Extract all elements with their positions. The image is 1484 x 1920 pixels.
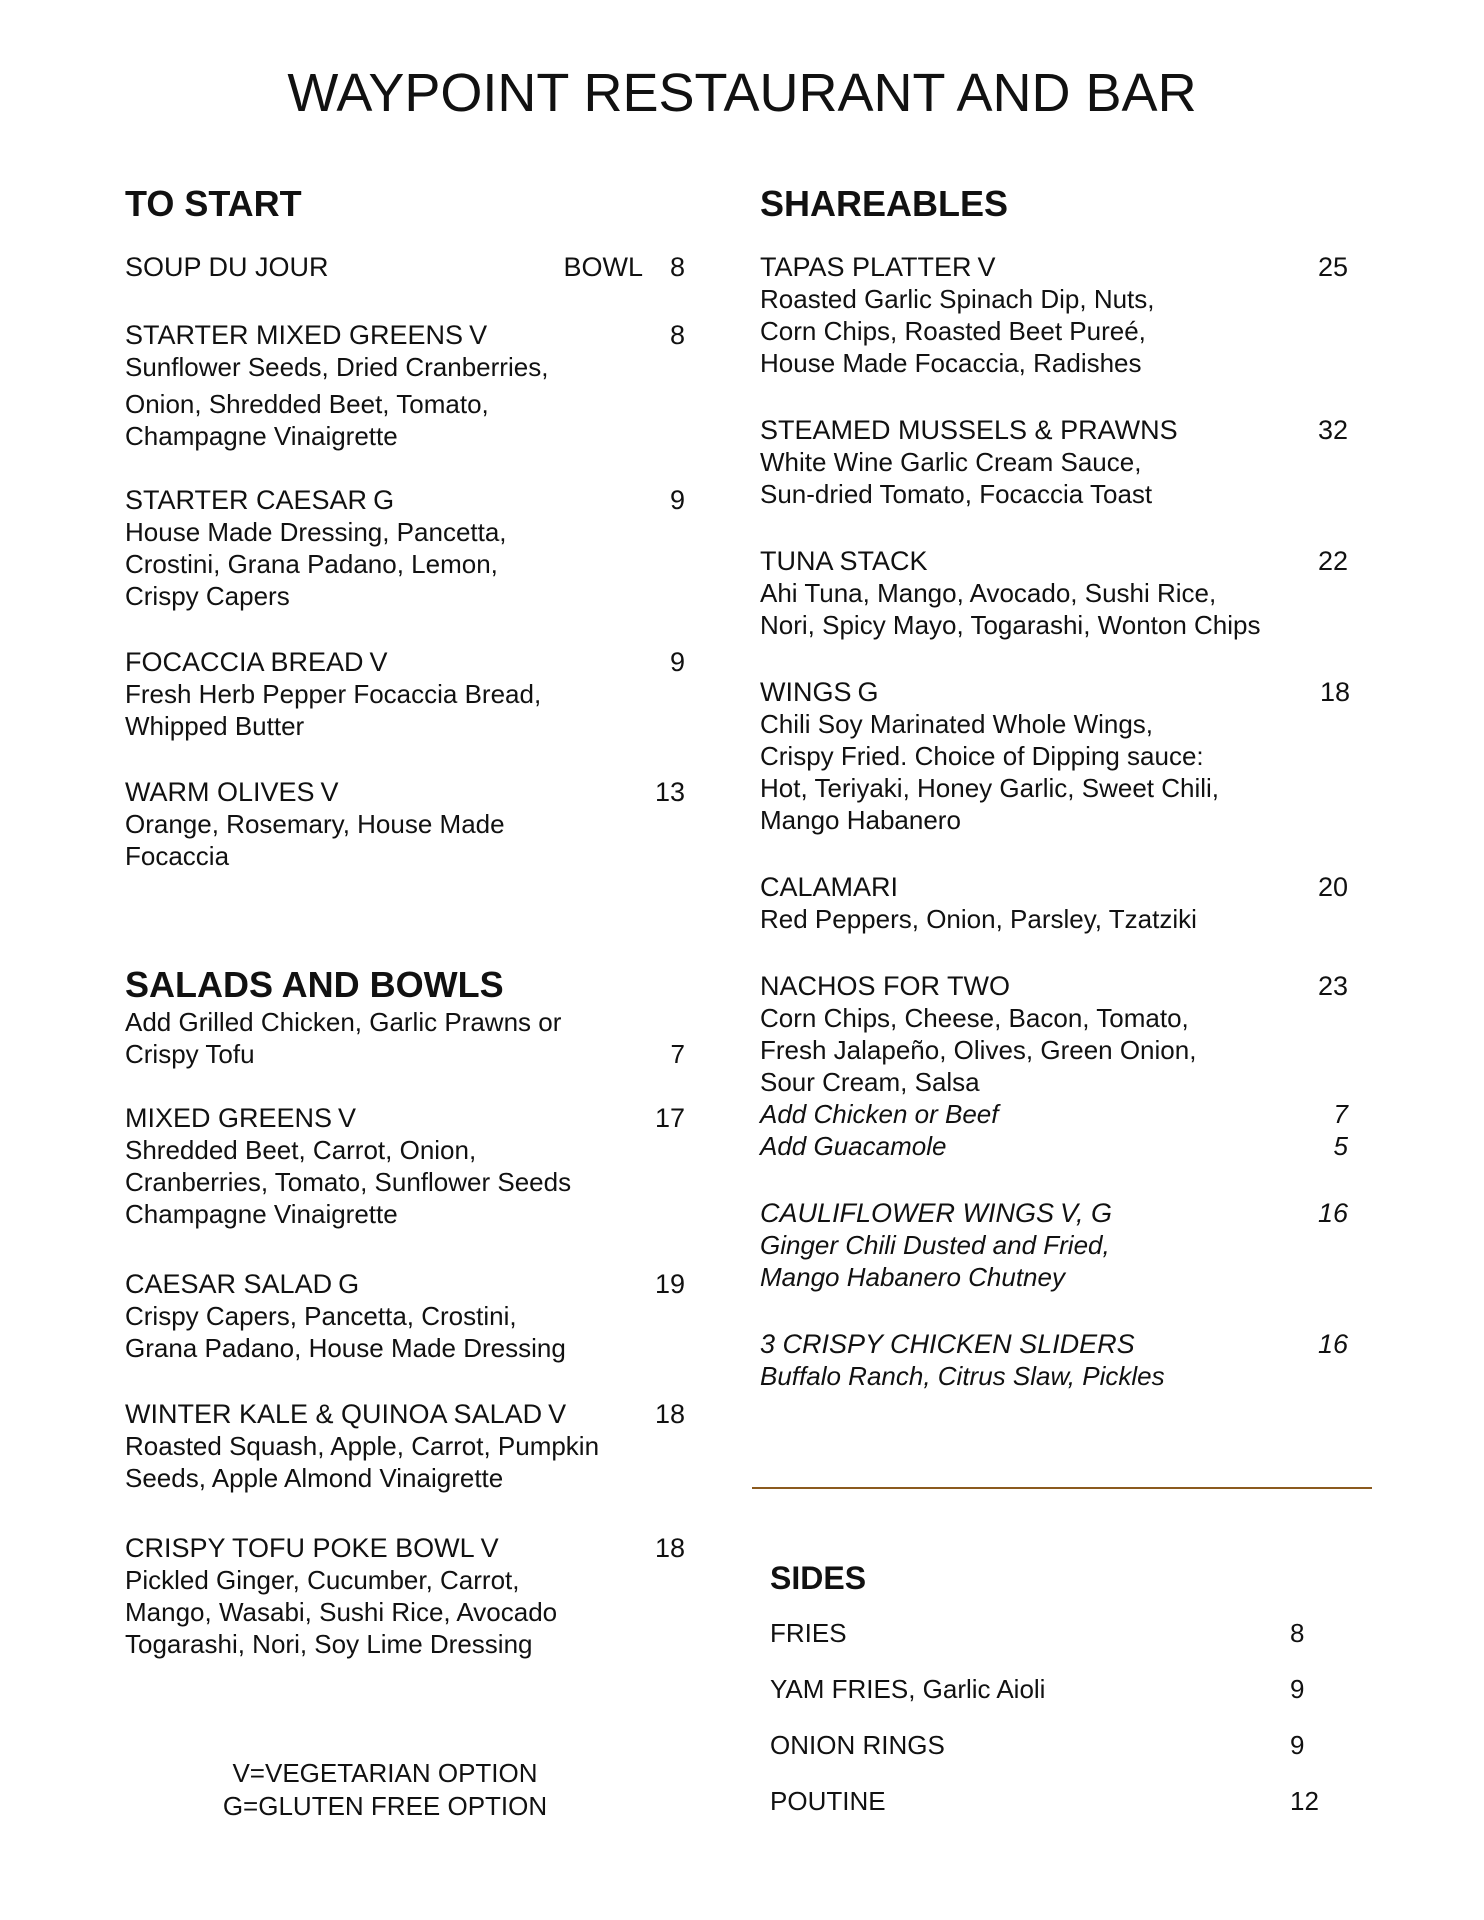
item-price: 32 xyxy=(1317,415,1348,445)
item-price: 17 xyxy=(654,1103,685,1133)
item-name: WINTER KALE & QUINOA SALAD xyxy=(125,1399,543,1429)
item-name: FOCACCIA BREAD xyxy=(125,647,364,677)
addon-label: Add Guacamole xyxy=(760,1131,947,1161)
item-price: 19 xyxy=(654,1269,685,1299)
item-desc: Roasted Squash, Apple, Carrot, Pumpkin xyxy=(125,1431,600,1461)
side-name: POUTINE xyxy=(770,1786,886,1816)
side-item xyxy=(770,1673,1310,1729)
menu-item xyxy=(125,646,685,678)
sides-heading: SIDES xyxy=(770,1560,867,1596)
salads-intro-line: Crispy Tofu xyxy=(125,1039,255,1069)
item-name: NACHOS FOR TWO xyxy=(760,971,1011,1001)
item-tag: V xyxy=(480,1533,499,1563)
legend-gluten-free: G=GLUTEN FREE OPTION xyxy=(222,1791,548,1821)
item-price: 18 xyxy=(654,1533,685,1563)
item-desc: Sunflower Seeds, Dried Cranberries, xyxy=(125,352,549,382)
item-desc: Crispy Capers, Pancetta, Crostini, xyxy=(125,1301,517,1331)
item-price: 18 xyxy=(1319,677,1350,707)
item-desc: Nori, Spicy Mayo, Togarashi, Wonton Chips xyxy=(760,610,1261,640)
item-name: STARTER MIXED GREENS xyxy=(125,320,464,350)
item-desc: Whipped Butter xyxy=(125,711,305,741)
item-desc: Champagne Vinaigrette xyxy=(125,1199,398,1229)
menu-title: WAYPOINT RESTAURANT AND BAR xyxy=(287,63,1197,123)
addon-row xyxy=(760,1098,1348,1130)
menu-item xyxy=(125,319,685,351)
salads-intro-price: 7 xyxy=(670,1039,685,1069)
item-name: STARTER CAESAR xyxy=(125,485,368,515)
addon-label: Add Chicken or Beef xyxy=(760,1099,999,1129)
item-desc: Fresh Herb Pepper Focaccia Bread, xyxy=(125,679,542,709)
section-divider xyxy=(752,1487,1372,1489)
item-price: 16 xyxy=(1317,1198,1348,1228)
item-name: WINGS xyxy=(760,677,852,707)
item-desc: Corn Chips, Roasted Beet Pureé, xyxy=(760,316,1146,346)
item-desc: Orange, Rosemary, House Made xyxy=(125,809,505,839)
item-price: 18 xyxy=(654,1399,685,1429)
item-name: CAULIFLOWER WINGS xyxy=(760,1198,1055,1228)
item-desc: Red Peppers, Onion, Parsley, Tzatziki xyxy=(760,904,1197,934)
item-tag: V xyxy=(977,252,996,282)
menu-item xyxy=(125,1398,685,1430)
item-tag: V xyxy=(469,320,488,350)
to-start-heading: TO START xyxy=(125,183,302,224)
side-price: 9 xyxy=(1290,1674,1305,1704)
side-price: 8 xyxy=(1290,1618,1305,1648)
item-tag: V, G xyxy=(1060,1198,1113,1228)
right-column xyxy=(760,183,1350,1392)
item-tag: V xyxy=(548,1399,567,1429)
menu-item xyxy=(125,1102,685,1134)
left-column xyxy=(125,183,685,1660)
side-item xyxy=(770,1617,1310,1673)
dietary-legend xyxy=(185,1757,585,1823)
item-tag: V xyxy=(320,777,339,807)
item-price: 22 xyxy=(1317,546,1348,576)
shareables-heading: SHAREABLES xyxy=(760,183,1009,224)
item-desc: Chili Soy Marinated Whole Wings, xyxy=(760,709,1154,739)
item-desc: Pickled Ginger, Cucumber, Carrot, xyxy=(125,1565,520,1595)
item-price: 9 xyxy=(669,647,685,677)
item-desc: Corn Chips, Cheese, Bacon, Tomato, xyxy=(760,1003,1189,1033)
item-desc: White Wine Garlic Cream Sauce, xyxy=(760,447,1142,477)
item-tag: V xyxy=(338,1103,357,1133)
item-desc: Focaccia xyxy=(125,841,230,871)
item-name: CALAMARI xyxy=(760,872,899,902)
menu-item xyxy=(125,1532,685,1564)
item-price: 8 xyxy=(669,320,685,350)
item-name: CAESAR SALAD xyxy=(125,1269,333,1299)
item-desc: Hot, Teriyaki, Honey Garlic, Sweet Chili, xyxy=(760,773,1220,803)
item-name: TAPAS PLATTER xyxy=(760,252,972,282)
item-name: CRISPY TOFU POKE BOWL xyxy=(125,1533,475,1563)
item-desc: Buffalo Ranch, Citrus Slaw, Pickles xyxy=(760,1361,1165,1391)
menu-item xyxy=(760,676,1350,708)
side-item xyxy=(770,1785,1319,1841)
item-desc: Crispy Fried. Choice of Dipping sauce: xyxy=(760,741,1204,771)
item-desc: Ginger Chili Dusted and Fried, xyxy=(760,1230,1110,1260)
item-desc: Cranberries, Tomato, Sunflower Seeds xyxy=(125,1167,572,1197)
item-name: WARM OLIVES xyxy=(125,777,315,807)
menu-item xyxy=(125,251,685,283)
item-price: 16 xyxy=(1317,1329,1348,1359)
menu-item xyxy=(125,776,685,808)
item-desc: Fresh Jalapeño, Olives, Green Onion, xyxy=(760,1035,1197,1065)
side-item xyxy=(770,1729,1310,1785)
menu-item xyxy=(760,1328,1348,1360)
item-size: BOWL xyxy=(563,252,643,282)
side-name: ONION RINGS xyxy=(770,1730,945,1760)
item-desc: Togarashi, Nori, Soy Lime Dressing xyxy=(125,1629,533,1659)
item-desc: Sun-dried Tomato, Focaccia Toast xyxy=(760,479,1153,509)
item-price: 25 xyxy=(1317,252,1348,282)
item-price: 13 xyxy=(654,777,685,807)
menu-item xyxy=(125,484,685,516)
side-name: FRIES xyxy=(770,1618,847,1648)
item-desc: Crispy Capers xyxy=(125,581,290,611)
item-desc: Roasted Garlic Spinach Dip, Nuts, xyxy=(760,284,1155,314)
legend-vegetarian: V=VEGETARIAN OPTION xyxy=(232,1758,538,1788)
item-tag: G xyxy=(857,677,879,707)
item-price: 9 xyxy=(669,485,685,515)
menu-item xyxy=(760,970,1348,1002)
item-desc: Grana Padano, House Made Dressing xyxy=(125,1333,566,1363)
item-desc: Shredded Beet, Carrot, Onion, xyxy=(125,1135,477,1165)
item-tag: G xyxy=(338,1269,360,1299)
item-price: 23 xyxy=(1317,971,1348,1001)
item-name: STEAMED MUSSELS & PRAWNS xyxy=(760,415,1178,445)
item-desc: Mango, Wasabi, Sushi Rice, Avocado xyxy=(125,1597,558,1627)
item-desc: Onion, Shredded Beet, Tomato, xyxy=(125,389,489,419)
menu-item xyxy=(760,545,1348,577)
item-name: TUNA STACK xyxy=(760,546,928,576)
item-desc: Crostini, Grana Padano, Lemon, xyxy=(125,549,498,579)
item-desc: Sour Cream, Salsa xyxy=(760,1067,980,1097)
salads-intro: Add Grilled Chicken, Garlic Prawns or xyxy=(125,1007,562,1037)
addon-row xyxy=(760,1130,1348,1162)
menu-item xyxy=(125,1268,685,1300)
item-tag: V xyxy=(369,647,388,677)
sides-section xyxy=(770,1560,1319,1841)
side-price: 9 xyxy=(1290,1730,1305,1760)
item-desc: Ahi Tuna, Mango, Avocado, Sushi Rice, xyxy=(760,578,1217,608)
item-price: 20 xyxy=(1317,872,1348,902)
side-price: 12 xyxy=(1290,1786,1319,1816)
item-desc: Seeds, Apple Almond Vinaigrette xyxy=(125,1463,504,1493)
item-desc: Mango Habanero xyxy=(760,805,961,835)
addon-price: 7 xyxy=(1333,1099,1348,1129)
menu-item xyxy=(760,414,1348,446)
item-desc: Champagne Vinaigrette xyxy=(125,421,398,451)
item-desc: House Made Dressing, Pancetta, xyxy=(125,517,507,547)
salads-heading: SALADS AND BOWLS xyxy=(125,964,504,1005)
menu-item xyxy=(760,1197,1348,1229)
item-tag: G xyxy=(373,485,395,515)
menu-item xyxy=(760,871,1348,903)
item-name: MIXED GREENS xyxy=(125,1103,333,1133)
salads-intro-row xyxy=(125,1038,685,1070)
item-name: SOUP DU JOUR xyxy=(125,252,329,282)
item-desc: Mango Habanero Chutney xyxy=(760,1262,1065,1292)
menu-item xyxy=(760,251,1348,283)
item-price: 8 xyxy=(669,252,685,282)
item-name: 3 CRISPY CHICKEN SLIDERS xyxy=(760,1329,1135,1359)
item-desc: House Made Focaccia, Radishes xyxy=(760,348,1142,378)
addon-price: 5 xyxy=(1333,1131,1348,1161)
side-name: YAM FRIES, Garlic Aioli xyxy=(770,1674,1046,1704)
